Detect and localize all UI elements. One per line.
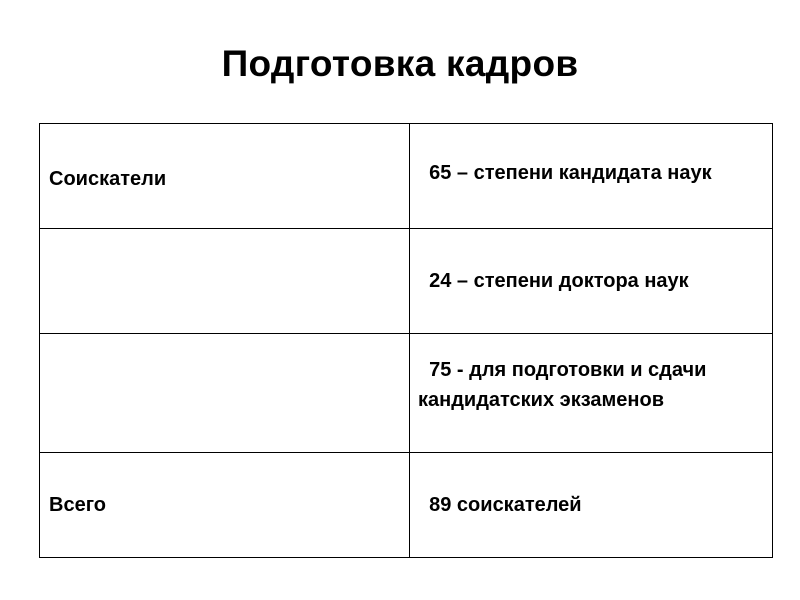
- table-cell-label: [40, 229, 410, 334]
- table-row: [40, 124, 773, 229]
- cell-text: 65 – степени кандидата наук: [418, 162, 712, 184]
- table-cell-value: [410, 124, 773, 229]
- cell-text: 24 – степени доктора наук: [418, 270, 689, 292]
- cell-text: 75 - для подготовки и сдачи кандидатских экзаменов: [418, 359, 712, 411]
- cell-text: Соискатели: [49, 168, 167, 190]
- table-cell-label: [40, 334, 410, 453]
- table-cell-value: [410, 229, 773, 334]
- table-row: [40, 229, 773, 334]
- table-cell-label: [40, 453, 410, 558]
- table-row: [40, 334, 773, 453]
- table-cell-value: [410, 334, 773, 453]
- table-cell-value: [410, 453, 773, 558]
- table-cell-label: [40, 124, 410, 229]
- staff-training-table: [39, 123, 773, 558]
- cell-text: 89 соискателей: [418, 494, 582, 516]
- cell-text: Всего: [49, 494, 106, 516]
- slide-title: Подготовка кадров: [221, 43, 579, 84]
- table-row: [40, 453, 773, 558]
